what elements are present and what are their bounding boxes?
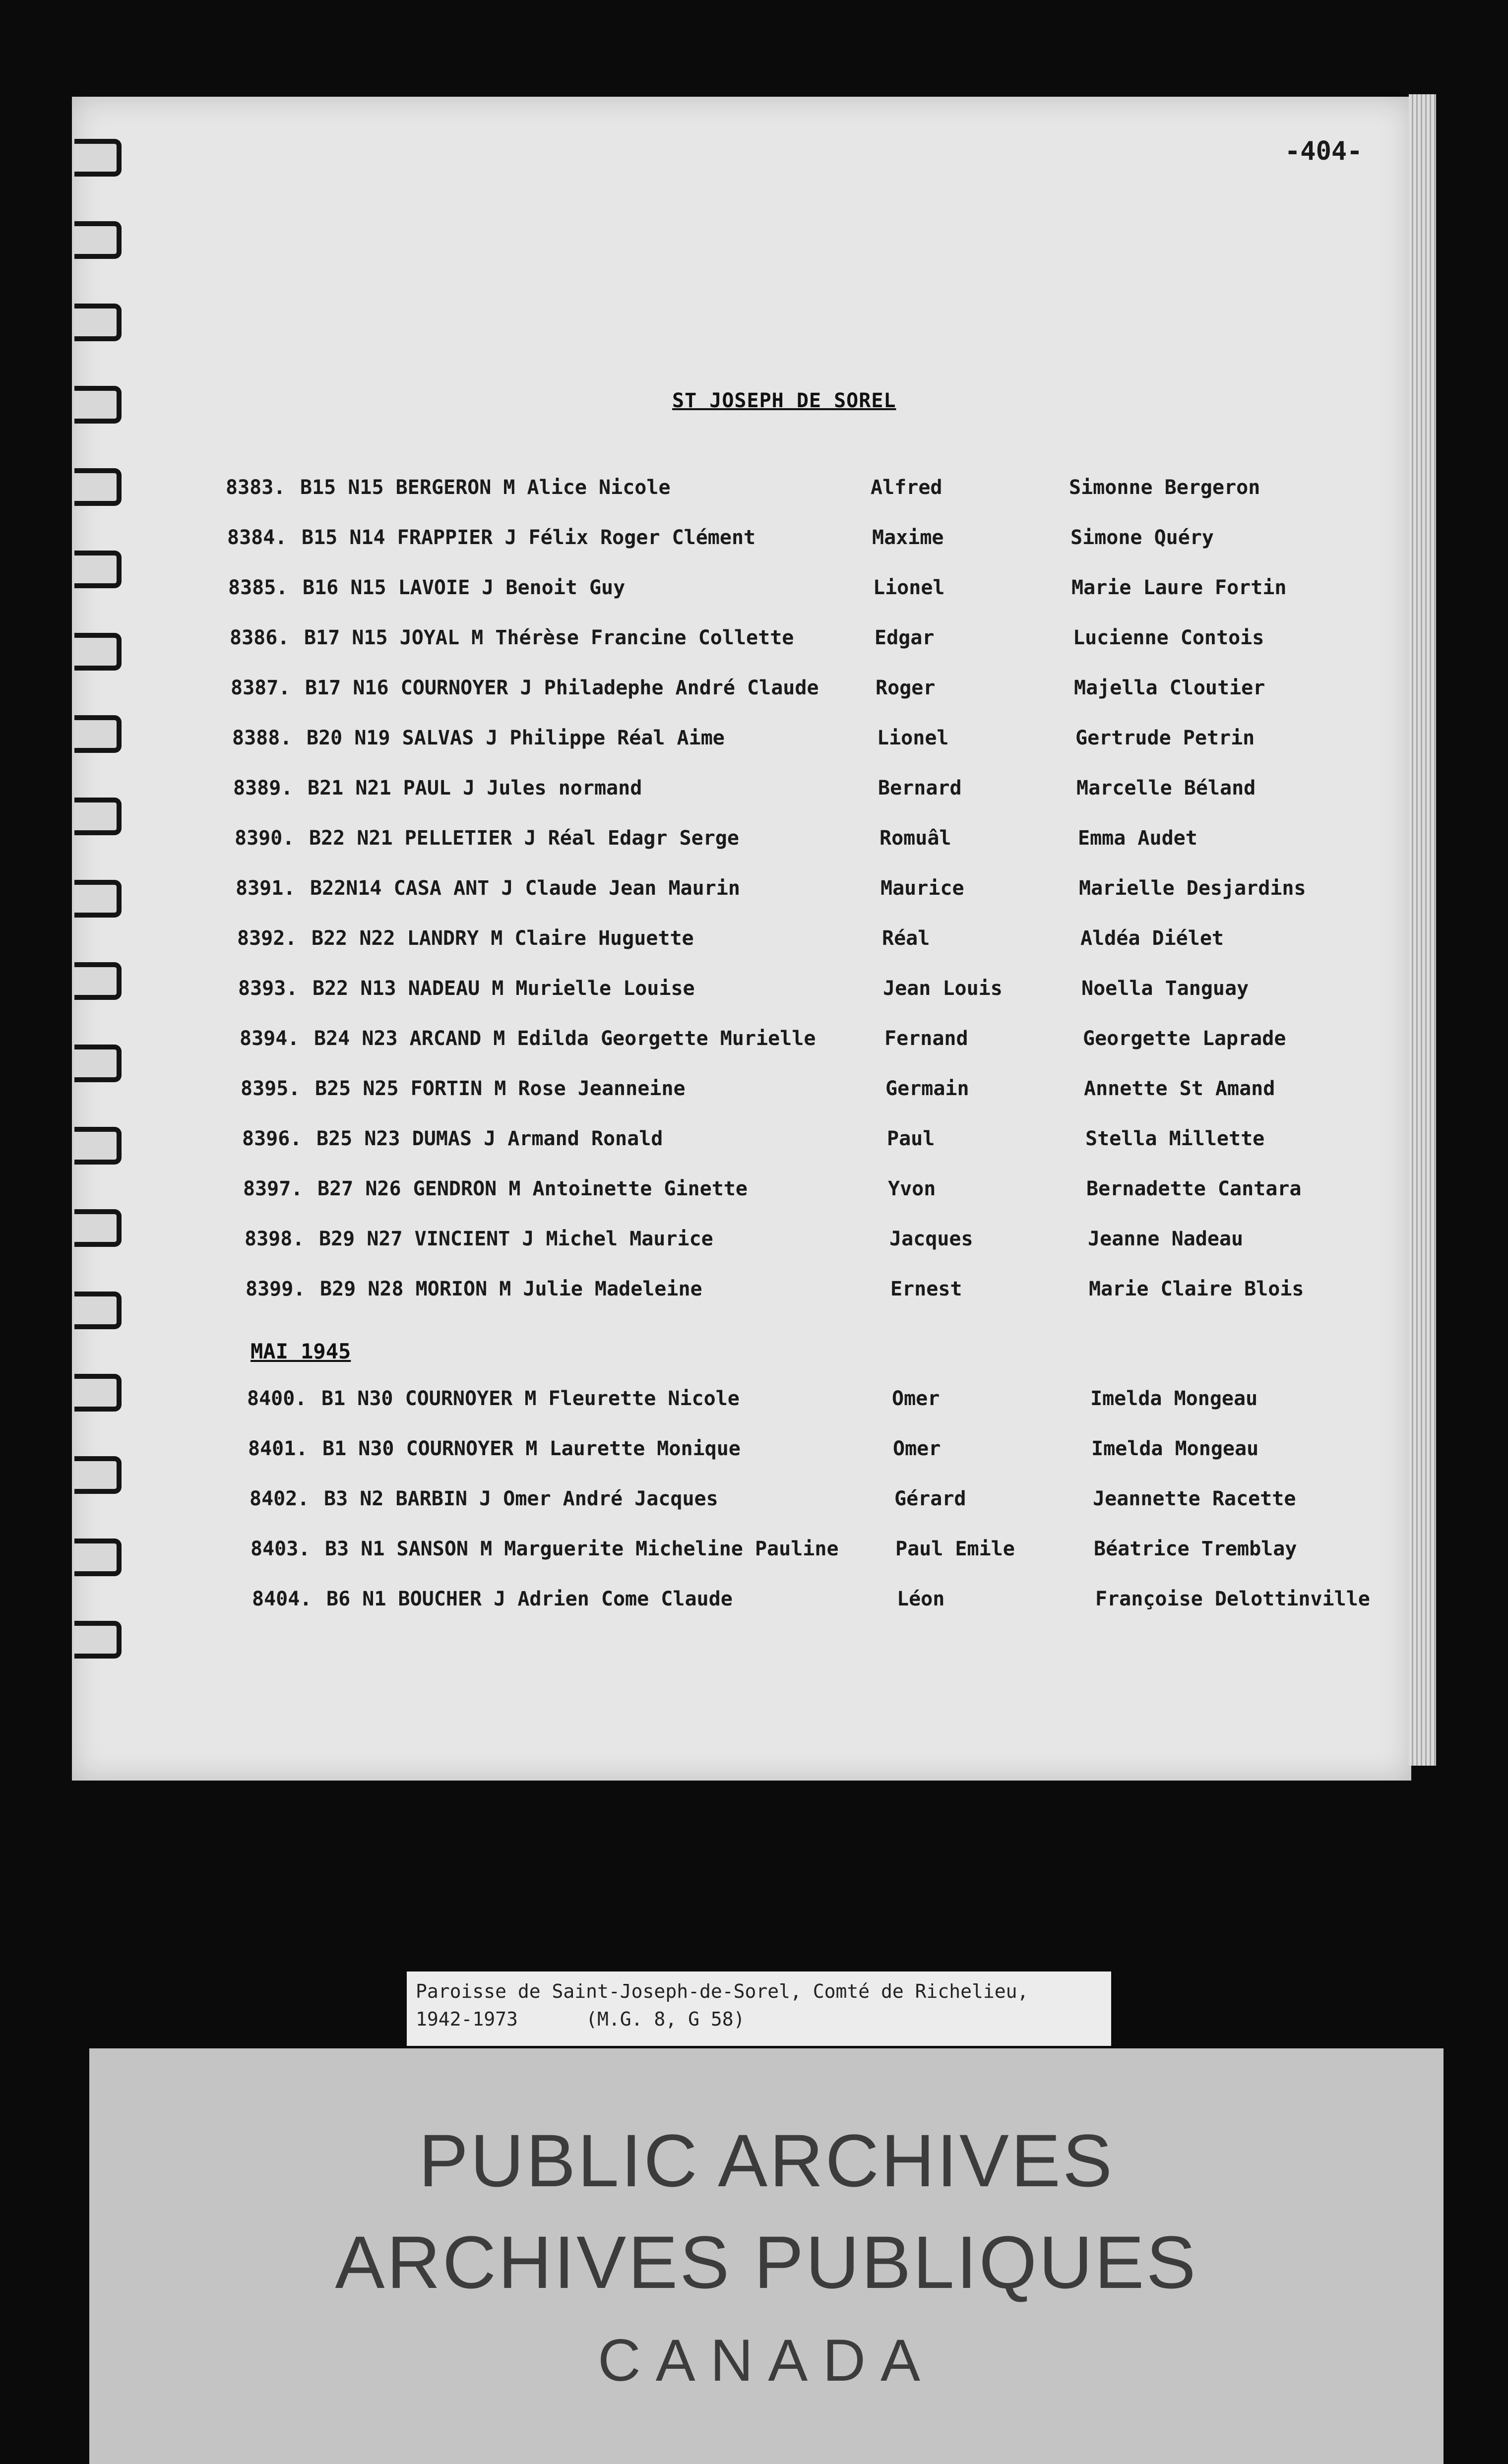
- entry-mother-name: Marie Claire Blois: [1089, 1278, 1304, 1300]
- entry-father-name: Lionel: [873, 576, 945, 599]
- binding-ring: [74, 1621, 122, 1659]
- entry-father-name: Lionel: [877, 727, 949, 749]
- entry-father-name: Roger: [876, 677, 936, 699]
- entry-father-name: Romuâl: [880, 827, 951, 850]
- page-stack-edges: [1409, 94, 1436, 1766]
- binding-ring: [74, 1292, 122, 1329]
- binding-ring: [74, 1456, 122, 1494]
- entry-description: B3 N1 SANSON M Marguerite Micheline Pauline: [325, 1538, 839, 1560]
- stamp-line-canada: CANADA: [597, 2327, 936, 2394]
- entry-father-name: Jean Louis: [883, 977, 1003, 1000]
- entry-father-name: Ernest: [890, 1278, 962, 1300]
- entry-mother-name: Jeannette Racette: [1093, 1487, 1296, 1510]
- entry-description: B22N14 CASA ANT J Claude Jean Maurin: [310, 877, 740, 900]
- entry-number: 8392.: [237, 927, 297, 950]
- entry-number: 8402.: [250, 1487, 310, 1510]
- entry-father-name: Paul: [887, 1127, 935, 1150]
- entry-father-name: Edgar: [875, 626, 935, 649]
- binding-ring: [74, 1539, 122, 1576]
- entry-description: B6 N1 BOUCHER J Adrien Come Claude: [326, 1588, 733, 1610]
- binding-ring: [74, 962, 122, 1000]
- month-heading: MAI 1945: [251, 1339, 351, 1363]
- entry-father-name: Réal: [882, 927, 930, 950]
- entry-number: 8388.: [232, 727, 292, 749]
- stamp-line-archives-publiques: ARCHIVES PUBLIQUES: [335, 2220, 1198, 2304]
- entry-number: 8397.: [243, 1177, 303, 1200]
- entry-description: B22 N13 NADEAU M Murielle Louise: [313, 977, 695, 1000]
- binding-ring: [74, 880, 122, 918]
- entry-father-name: Alfred: [871, 476, 942, 499]
- binding-ring: [74, 715, 122, 753]
- binding-ring: [74, 633, 122, 671]
- entry-mother-name: Annette St Amand: [1084, 1077, 1275, 1100]
- entry-mother-name: Françoise Delottinville: [1095, 1588, 1370, 1610]
- entry-father-name: Maurice: [880, 877, 964, 900]
- entry-number: 8387.: [231, 677, 291, 699]
- entry-number: 8390.: [235, 827, 295, 850]
- binding-ring: [74, 1209, 122, 1247]
- binding-ring: [74, 139, 122, 177]
- entry-description: B24 N23 ARCAND M Edilda Georgette Murielle: [314, 1027, 816, 1050]
- entry-mother-name: Marielle Desjardins: [1079, 877, 1306, 900]
- entry-number: 8403.: [251, 1538, 311, 1560]
- entry-number: 8383.: [226, 476, 286, 499]
- source-label-line-1: Paroisse de Saint-Joseph-de-Sorel, Comté de Richelieu,: [416, 1980, 1029, 2002]
- entry-number: 8404.: [252, 1588, 312, 1610]
- entry-mother-name: Gertrude Petrin: [1075, 727, 1255, 749]
- entry-mother-name: Lucienne Contois: [1073, 626, 1264, 649]
- parish-heading: ST JOSEPH DE SOREL: [672, 389, 896, 412]
- source-label: [407, 1971, 1111, 2046]
- entry-mother-name: Bernadette Cantara: [1086, 1177, 1302, 1200]
- entry-father-name: Maxime: [872, 526, 944, 549]
- entry-description: B17 N15 JOYAL M Thérèse Francine Collette: [304, 626, 794, 649]
- entry-father-name: Omer: [892, 1387, 940, 1410]
- entry-mother-name: Imelda Mongeau: [1091, 1437, 1259, 1460]
- entry-number: 8391.: [236, 877, 296, 900]
- entry-description: B1 N30 COURNOYER M Fleurette Nicole: [321, 1387, 740, 1410]
- entry-number: 8399.: [246, 1278, 306, 1300]
- entry-description: B3 N2 BARBIN J Omer André Jacques: [324, 1487, 718, 1510]
- binding-ring: [74, 1374, 122, 1412]
- entry-mother-name: Stella Millette: [1085, 1127, 1265, 1150]
- entry-number: 8396.: [242, 1127, 302, 1150]
- binding-ring: [74, 221, 122, 259]
- entry-mother-name: Simonne Bergeron: [1069, 476, 1260, 499]
- entry-mother-name: Marie Laure Fortin: [1071, 576, 1287, 599]
- entry-number: 8389.: [233, 777, 293, 800]
- binding-ring: [74, 304, 122, 341]
- entry-father-name: Paul Emile: [895, 1538, 1015, 1560]
- entry-mother-name: Béatrice Tremblay: [1094, 1538, 1297, 1560]
- entry-number: 8393.: [238, 977, 298, 1000]
- stamp-line-public-archives: PUBLIC ARCHIVES: [418, 2119, 1115, 2202]
- binding-ring: [74, 1045, 122, 1082]
- entry-mother-name: Georgette Laprade: [1083, 1027, 1286, 1050]
- binding-ring: [74, 386, 122, 424]
- entry-description: B17 N16 COURNOYER J Philadephe André Claude: [305, 677, 819, 699]
- entry-description: B15 N14 FRAPPIER J Félix Roger Clément: [302, 526, 756, 549]
- entry-number: 8384.: [227, 526, 287, 549]
- entry-description: B15 N15 BERGERON M Alice Nicole: [300, 476, 671, 499]
- entry-father-name: Fernand: [884, 1027, 968, 1050]
- binding-ring: [74, 798, 122, 835]
- entry-number: 8395.: [241, 1077, 301, 1100]
- entry-father-name: Germain: [885, 1077, 969, 1100]
- entry-number: 8394.: [240, 1027, 300, 1050]
- source-label-line-2: 1942-1973 (M.G. 8, G 58): [416, 2008, 745, 2030]
- entry-mother-name: Jeanne Nadeau: [1088, 1228, 1244, 1250]
- entry-number: 8385.: [228, 576, 288, 599]
- entry-description: B25 N25 FORTIN M Rose Jeanneine: [315, 1077, 686, 1100]
- entry-mother-name: Marcelle Béland: [1076, 777, 1256, 800]
- entry-mother-name: Imelda Mongeau: [1090, 1387, 1258, 1410]
- entry-number: 8401.: [248, 1437, 308, 1460]
- entry-description: B22 N21 PELLETIER J Réal Edagr Serge: [309, 827, 739, 850]
- entry-description: B20 N19 SALVAS J Philippe Réal Aime: [307, 727, 725, 749]
- binding-ring: [74, 1127, 122, 1165]
- entry-description: B1 N30 COURNOYER M Laurette Monique: [322, 1437, 741, 1460]
- entry-description: B29 N27 VINCIENT J Michel Maurice: [319, 1228, 713, 1250]
- entry-father-name: Omer: [893, 1437, 941, 1460]
- entry-description: B22 N22 LANDRY M Claire Huguette: [312, 927, 694, 950]
- binding-ring: [74, 551, 122, 588]
- entry-father-name: Léon: [897, 1588, 945, 1610]
- entry-father-name: Gérard: [894, 1487, 966, 1510]
- entry-description: B29 N28 MORION M Julie Madeleine: [320, 1278, 702, 1300]
- entry-description: B16 N15 LAVOIE J Benoit Guy: [303, 576, 626, 599]
- entry-mother-name: Majella Cloutier: [1074, 677, 1265, 699]
- entry-mother-name: Emma Audet: [1078, 827, 1197, 850]
- entry-father-name: Yvon: [888, 1177, 936, 1200]
- entry-description: B27 N26 GENDRON M Antoinette Ginette: [317, 1177, 748, 1200]
- entry-mother-name: Aldéa Diélet: [1080, 927, 1224, 950]
- entry-father-name: Jacques: [889, 1228, 973, 1250]
- entry-mother-name: Simone Quéry: [1070, 526, 1214, 549]
- entry-description: B21 N21 PAUL J Jules normand: [308, 777, 642, 800]
- page-number: -404-: [1285, 136, 1363, 166]
- entry-number: 8398.: [245, 1228, 305, 1250]
- entry-mother-name: Noella Tanguay: [1081, 977, 1249, 1000]
- entry-number: 8386.: [230, 626, 290, 649]
- entry-description: B25 N23 DUMAS J Armand Ronald: [316, 1127, 663, 1150]
- spiral-binding: [74, 139, 129, 1701]
- binding-ring: [74, 468, 122, 506]
- entry-father-name: Bernard: [878, 777, 962, 800]
- archives-stamp: [89, 2048, 1444, 2464]
- entry-number: 8400.: [247, 1387, 307, 1410]
